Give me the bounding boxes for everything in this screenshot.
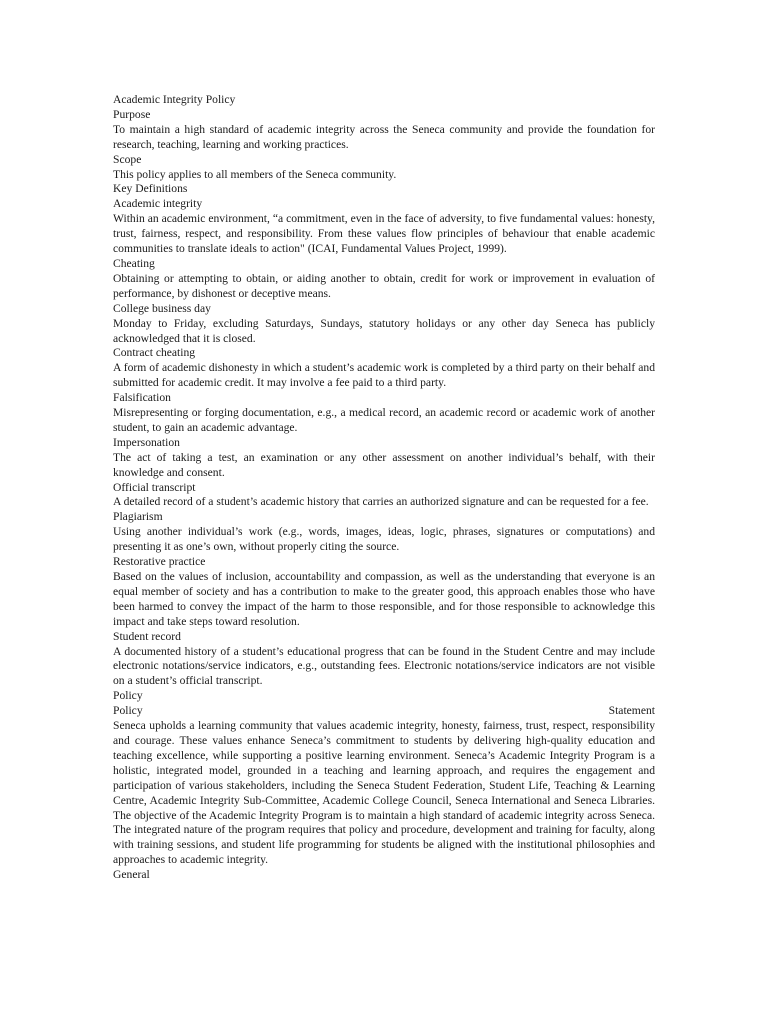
definition-term: Impersonation bbox=[113, 435, 180, 449]
scope-heading: Scope bbox=[113, 152, 142, 166]
definition-term: Plagiarism bbox=[113, 510, 163, 524]
definition-text: Monday to Friday, excluding Saturdays, Sundays, statutory holidays or any other day Seneca has publicly acknowledged that it is closed. bbox=[113, 316, 655, 345]
definition-term: Student record bbox=[113, 629, 181, 643]
policy-statement-left: Policy bbox=[113, 704, 143, 718]
definition-text: Obtaining or attempting to obtain, or aiding another to obtain, credit for work or improvement in evaluation of performance, by dishonest or deceptive means. bbox=[113, 271, 655, 300]
definition-text: Misrepresenting or forging documentation, e.g., a medical record, an academic record or academic work of another student, to gain an academic advantage. bbox=[113, 406, 655, 434]
definition-term: Academic integrity bbox=[113, 197, 203, 211]
definition-text: Based on the values of inclusion, accountability and compassion, as well as the understanding that everyone is an equal member of society and has a contribution to make to the greater good, this approach enables those who have been harmed to convey the impact of the harm to those responsible, and for those responsible to acknowledge this impact and take steps toward resolution. bbox=[113, 570, 655, 628]
policy-statement-right: Statement bbox=[608, 704, 655, 718]
document-title: Academic Integrity Policy bbox=[113, 93, 236, 106]
definition-text: A form of academic dishonesty in which a student’s academic work is completed by a third party on their behalf and submitted for academic credit. It may involve a fee paid to a third party. bbox=[113, 361, 655, 390]
definition-term: Cheating bbox=[113, 256, 155, 270]
definition-text: A documented history of a student’s educational progress that can be found in the Student Centre and may include electronic notations/service indicators, e.g., outstanding fees. Electronic notations/service indicators are not visible on a student’s official transcript. bbox=[113, 644, 655, 688]
definition-term: Restorative practice bbox=[113, 555, 206, 569]
definition-term: Falsification bbox=[113, 391, 171, 405]
definitions-heading: Key Definitions bbox=[113, 182, 188, 196]
policy-paragraph: Seneca upholds a learning community that values academic integrity, honesty, fairness, trust, respect, responsibility and courage. These values enhance Seneca’s commitment to students by delivering high-quality education and teaching excellence, while supporting a positive learning environment. Seneca’s Academic Integrity Program is a holistic, integrated model, grounded in a teaching and learning approach, and requires the engagement and participation of various stakeholders, including the Seneca Student Federation, Student Life, Teaching & Learning Centre, Academic Integrity Sub-Committee, Academic College Council, Seneca International and Seneca Libraries. The objective of the Academic Integrity Program is to maintain a high standard of academic integrity across Seneca. The integrated nature of the program requires that policy and procedure, development and training for faculty, along with training sessions, and student life programming for students be aligned with the institutional philosophies and approaches to academic integrity. bbox=[113, 719, 655, 867]
definition-term: Official transcript bbox=[113, 480, 196, 494]
definition-text: The act of taking a test, an examination or any other assessment on another individual’s behalf, with their knowledge and consent. bbox=[113, 450, 655, 479]
definition-term: College business day bbox=[113, 301, 211, 315]
definition-text: Within an academic environment, “a commitment, even in the face of adversity, to five fundamental values: honesty, trust, fairness, respect, and responsibility. From these values flow principles of behaviour that enable academic communities to translate ideals to action" (ICAI, Fundamental Values Project, 1999). bbox=[113, 212, 655, 256]
scope-paragraph: This policy applies to all members of the Seneca community. bbox=[113, 167, 397, 181]
policy-statement-heading bbox=[113, 704, 655, 719]
definition-text: A detailed record of a student’s academic history that carries an authorized signature and can be requested for a fee. bbox=[113, 495, 649, 509]
definition-term: Contract cheating bbox=[113, 346, 196, 360]
general-heading: General bbox=[113, 868, 150, 882]
purpose-paragraph: To maintain a high standard of academic integrity across the Seneca community and provide the foundation for research, teaching, learning and working practices. bbox=[113, 122, 655, 151]
definition-text: Using another individual’s work (e.g., words, images, ideas, logic, phrases, signatures or computations) and presenting it as one’s own, without properly citing the source. bbox=[113, 525, 655, 554]
document-page bbox=[113, 93, 655, 883]
purpose-heading: Purpose bbox=[113, 107, 151, 121]
policy-heading: Policy bbox=[113, 689, 143, 703]
